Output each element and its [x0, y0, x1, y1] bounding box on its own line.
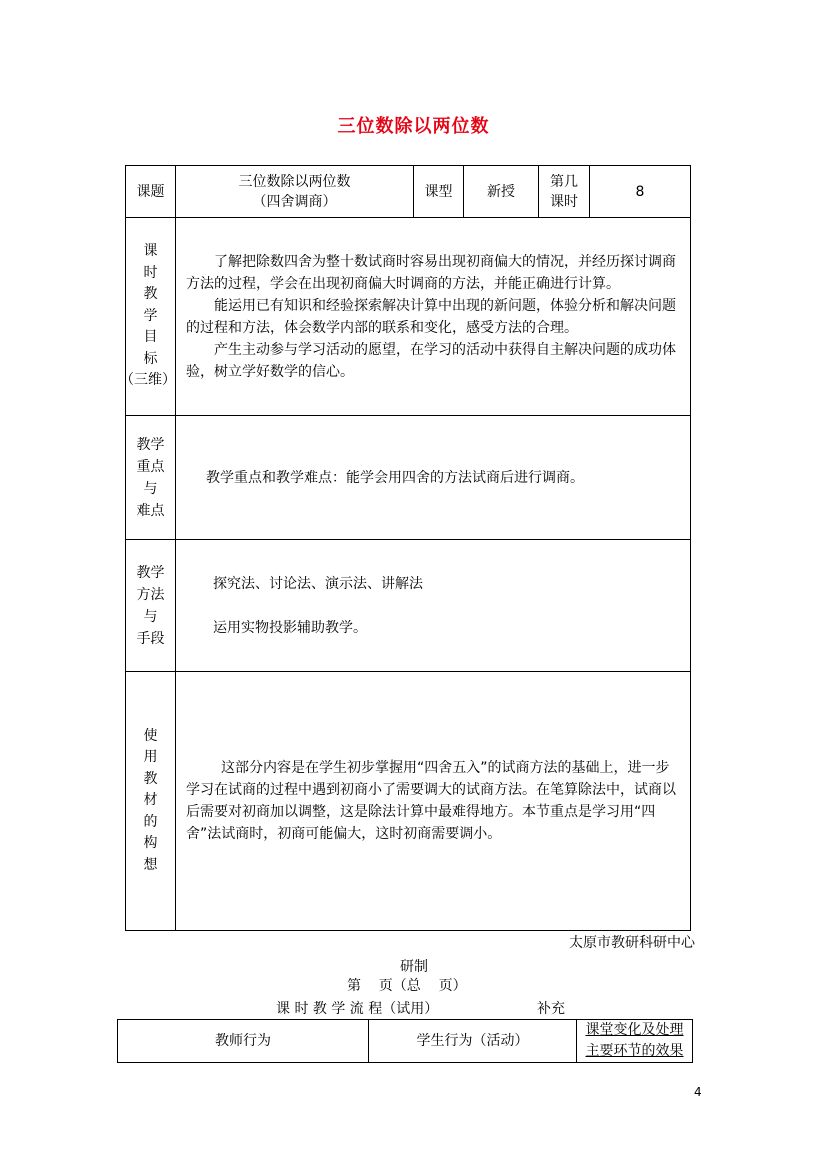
key-points-text: 教学重点和教学难点：能学会用四舍的方法试商后进行调商。	[206, 469, 584, 486]
objectives-label-char: 时	[143, 264, 158, 281]
objectives-label-char: 目	[143, 329, 158, 346]
objective-paragraph: 产生主动参与学习活动的愿望，在学习的活动中获得自主解决问题的成功体验，树立学好数学的信心。	[186, 341, 676, 380]
materials-text: 这部分内容是在学生初步掌握用“四舍五入”的试商方法的基础上，进一步学习在试商的过程中遇到初商小了需要调大的试商方法。在笔算除法中，试商以后需要对初商加以调整，这是除法计算中最难得地方。本节重点是学习用“四舍”法试商时，初商可能偏大，这时初商需要调小。	[186, 760, 676, 842]
methods-line-1: 探究法、讨论法、演示法、讲解法	[213, 575, 423, 592]
materials-label-char: 想	[143, 856, 158, 873]
objectives-content	[176, 218, 691, 416]
flow-header-row	[118, 1020, 693, 1063]
methods-label-line: 手段	[136, 630, 165, 647]
objectives-label-char: 教	[143, 286, 158, 303]
flow-table	[117, 1019, 693, 1063]
objectives-label	[120, 218, 176, 416]
materials-label-char: 的	[143, 813, 158, 830]
key-points-label-line: 与	[143, 480, 158, 497]
methods-label-line: 教学	[136, 564, 165, 581]
objective-paragraph: 能运用已有知识和经验探索解决计算中出现的新问题，体验分析和解决问题的过程和方法，体会数学内部的联系和变化，感受方法的合理。	[186, 297, 676, 336]
methods-label	[126, 540, 176, 672]
lesson-plan-table	[120, 165, 691, 931]
footer-supplement: 补充	[537, 1001, 565, 1017]
document-title: 三位数除以两位数	[337, 116, 490, 137]
key-points-label	[126, 416, 176, 540]
flow-title: 课 时 教 学 流 程（试用）	[276, 1001, 439, 1017]
type-label: 课型	[414, 166, 464, 218]
objectives-label-char: （三维）	[120, 372, 176, 389]
changes-line-1: 课堂变化及处理	[585, 1022, 684, 1038]
key-points-row	[126, 416, 691, 540]
topic-label: 课题	[126, 166, 176, 218]
materials-label-char: 使	[143, 727, 158, 744]
materials-content	[176, 672, 691, 931]
key-points-label-line: 难点	[136, 502, 165, 519]
key-points-content	[176, 416, 691, 540]
methods-line-2: 运用实物投影辅助教学。	[213, 619, 367, 636]
lesson-label	[539, 166, 590, 218]
objectives-label-char: 学	[143, 307, 158, 324]
materials-label	[126, 672, 176, 931]
materials-label-char: 材	[143, 792, 158, 809]
type-value: 新授	[464, 166, 539, 218]
footer-made: 研制	[400, 959, 428, 975]
methods-row	[126, 540, 691, 672]
lesson-label-line-2: 课时	[550, 193, 578, 210]
materials-label-char: 教	[143, 770, 158, 787]
methods-label-line: 方法	[136, 586, 165, 603]
footer-page-line: 第 页（总 页）	[347, 978, 467, 994]
key-points-label-line: 教学	[136, 436, 165, 453]
changes-line-2: 主要环节的效果	[585, 1043, 684, 1059]
objectives-row	[126, 218, 691, 416]
materials-label-char: 构	[143, 835, 158, 852]
methods-label-line: 与	[143, 608, 158, 625]
lesson-value: 8	[590, 166, 691, 218]
header-row	[126, 166, 691, 218]
materials-label-char: 用	[143, 749, 158, 766]
topic-line-1: 三位数除以两位数	[238, 173, 351, 190]
methods-content	[176, 540, 691, 672]
objectives-label-char: 课	[143, 243, 158, 260]
topic-value	[176, 166, 414, 218]
key-points-label-line: 重点	[136, 458, 165, 475]
topic-line-2: （四舍调商）	[252, 193, 337, 210]
footer-organization: 太原市教研科研中心	[569, 935, 695, 951]
objective-paragraph: 了解把除数四舍为整十数试商时容易出现初商偏大的情况，并经历探讨调商方法的过程，学会在出现初商偏大时调商的方法，并能正确进行计算。	[186, 253, 676, 292]
objectives-label-char: 标	[143, 350, 158, 367]
materials-row	[126, 672, 691, 931]
student-column: 学生行为（活动）	[369, 1020, 577, 1063]
teacher-column: 教师行为	[118, 1020, 369, 1063]
page-number: 4	[694, 1085, 702, 1099]
lesson-label-line-1: 第几	[550, 173, 578, 190]
changes-column	[577, 1020, 693, 1063]
